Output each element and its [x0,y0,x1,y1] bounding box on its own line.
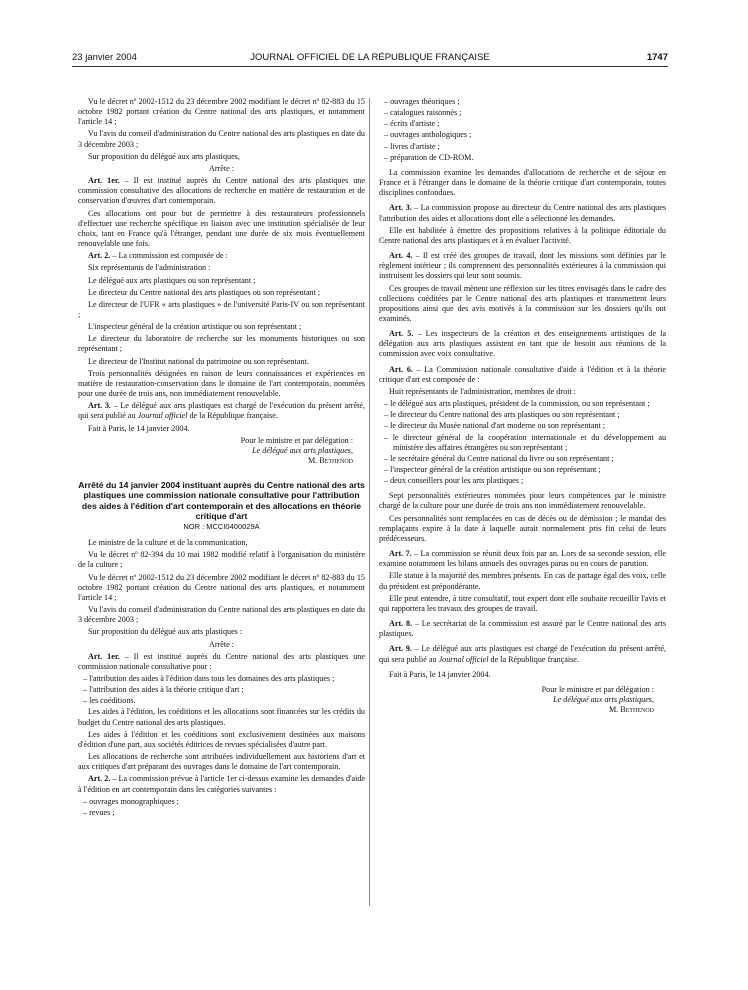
composition-line: Six représentants de l'administration : [88,263,211,273]
article-label: Art. 3. [389,203,412,213]
signature-role: Le délégué aux arts plastiques, [553,694,654,704]
article-label: Art. 5. [389,329,414,339]
list-item: – ouvrages monographiques ; [83,796,179,806]
body-paragraph: Ces groupes de travail mènent une réflexion sur les titres envisagés dans le cadre des collections coéditées par le Centre national des arts plastiques et transmettent leurs propositions ainsi que des avis motivés à la commission sur les dossiers qu'ils ont examinés. [379,283,666,323]
signature-name: M. Bethenod [307,456,353,465]
visa-paragraph: Le ministre de la culture et de la communication, [88,538,248,548]
article-paragraph: Art. 4. – Il est créé des groupes de travail, dont les missions sont définies par le règlement intérieur ; ils comprennent des personnalités extérieures à la commission qui instruisent les dossiers qui leur sont soumis. [379,251,666,281]
body-paragraph: La commission examine les demandes d'allocations de recherche et de séjour en France et à l'étranger dans le domaine de la théorie critique d'art contemporain, toutes disciplines confondues. [379,167,666,198]
article-label: Art. 7. [389,549,412,559]
member-item: – le directeur du Musée national d'art moderne ou son représentant ; [384,421,605,431]
visa-paragraph: Vu le décret nº 82-394 du 10 mai 1982 modifié relatif à l'organisation du ministère de la culture ; [78,550,365,570]
article-paragraph: Art. 7. – La commission se réunit deux fois par an. Lors de sa seconde session, elle examine notamment les bilans annuels des ouvrages parus ou en cours de parution. [379,549,666,569]
member-item: – le délégué aux arts plastiques, président de la commission, ou son représentant ; [384,399,650,409]
header-rule [72,66,668,67]
composition-line: Trois personnalités désignées en raison de leurs connaissances et expériences en matière de restauration-conservation dans le domaine de l'art contemporain, nommées pour une durée de trois ans, non immédiatement renouvelable. [78,368,365,399]
list-item: – l'attribution des aides à la théorie critique d'art ; [83,685,244,695]
article-label: Art. 2. [88,774,111,784]
arrete-label: Arrête : [208,639,235,649]
member-item: – le directeur du Centre national des arts plastiques ou son représentant ; [384,410,620,420]
list-item: – préparation de CD-ROM. [384,152,474,162]
article-paragraph: Art. 9. – Le délégué aux arts plastiques est chargé de l'exécution du présent arrêté, qui sera publié au Journal officiel de la République française. [379,644,666,664]
list-item: – écrits d'artiste ; [384,119,440,129]
article-label: Art. 8. [389,619,413,629]
column-divider [369,98,370,906]
article-label: Art. 1er. [88,176,120,186]
article-label: Art. 9. [389,644,412,654]
body-paragraph: Huit représentants de l'administration, membres de droit : [389,386,576,396]
article-paragraph: Art. 2. – La commission est composée de : [88,251,228,261]
article-paragraph: Art. 6. – La Commission nationale consultative d'aide à l'édition et à la théorie critique d'art est composée de : [379,364,666,384]
body-paragraph: Les aides à l'édition, les coéditions et les allocations sont financées sur les crédits du budget du Centre national des arts plastiques. [78,707,365,727]
page-number: 1747 [646,52,668,63]
body-paragraph: Les allocations de recherche sont attribuées individuellement aux historiens d'art et aux critiques d'art préparant des ouvrages dans le domaine de l'art contemporain. [78,752,365,772]
article-label: Art. 3. [88,401,111,411]
article-paragraph: Art. 2. – La commission prévue à l'article 1er ci-dessus examine les demandes d'aide à l'édition en art contemporain dans les catégories suivantes : [78,774,365,794]
article-paragraph: Art. 1er. – Il est institué auprès du Centre national des arts plastiques une commission nationale consultative pour : [78,651,365,671]
list-item: – ouvrages anthologiques ; [384,130,472,140]
article-paragraph: Art. 3. – La commission propose au directeur du Centre national des arts plastiques l'attribution des aides et allocations dont elle a sélectionné les demandes. [379,203,666,223]
body-paragraph: Ces personnalités sont remplacées en cas de décès ou de démission ; le mandat des remplaçants expire à la date à laquelle aurait normalement pris fin celui de leurs prédécesseurs. [379,513,666,543]
visa-paragraph: Vu l'avis du conseil d'administration du Centre national des arts plastiques en date du 3 décembre 2003 ; [78,605,365,625]
body-paragraph: Elle statue à la majorité des membres présents. En cas de partage égal des voix, celle du président est prépondérante. [379,571,666,591]
list-item: – les coéditions. [83,696,136,706]
signature-line: Pour le ministre et par délégation : [240,435,353,445]
body-paragraph: Ces allocations ont pour but de permettre à des restaurateurs professionnels d'effectuer une recherche spécifique en liaison avec une institution spécialisée de leur choix, tant en France qu'à l'étranger, pendant une durée de six mois éventuellement renouvelable une fois. [78,208,365,249]
article-paragraph: Art. 8. – Le secrétariat de la commission est assuré par le Centre national des arts plastiques. [379,619,666,639]
body-paragraph: Sept personnalités extérieures nommées pour leurs compétences par le ministre chargé de la culture pour une durée de trois ans non immédiatement renouvelable. [379,491,666,511]
page-header [72,52,668,66]
composition-line: Le directeur de l'Institut national du patrimoine ou son représentant. [88,356,309,366]
signature-line: Pour le ministre et par délégation : [541,684,654,694]
journal-reference: Journal officiel [438,654,489,664]
left-column [78,97,365,819]
header-date: 23 janvier 2004 [72,52,137,63]
signature-name: M. Bethenod [608,705,654,715]
list-item: – ouvrages théoriques ; [384,97,460,106]
article-paragraph: Art. 3. – Le délégué aux arts plastiques est chargé de l'exécution du présent arrêté, qui sera publié au Journal officiel de la République française. [78,401,365,421]
article-label: Art. 1er. [88,651,120,661]
fait-line: Fait à Paris, le 14 janvier 2004. [88,423,190,433]
list-item: – livres d'artiste ; [384,141,440,151]
list-item: – revues ; [83,807,115,817]
member-item: – le directeur général de la coopération internationale et du développement au ministère des affaires étrangères ou son représentant ; [384,432,666,452]
article-label: Art. 2. [88,251,111,261]
composition-line: L'inspecteur général de la création artistique ou son représentant ; [88,322,302,332]
composition-line: Le directeur de l'UFR « arts plastiques » de l'université Paris-IV ou son représentant ; [78,299,365,319]
list-item: – catalogues raisonnés ; [384,108,462,118]
journal-title: JOURNAL OFFICIEL DE LA RÉPUBLIQUE FRANÇAISE [250,52,490,63]
article-label: Art. 4. [389,251,413,261]
journal-reference: Journal officiel [137,411,188,421]
visa-paragraph: Vu l'avis du conseil d'administration du Centre national des arts plastiques en date du 3 décembre 2003 ; [78,129,365,149]
visa-paragraph: Vu le décret nº 2002-1512 du 23 décembre 2002 modifiant le décret nº 82-883 du 15 octobre 1982 portant création du Centre national des arts plastiques, et notamment l'article 14 ; [78,572,365,602]
article-paragraph: Art. 5. – Les inspecteurs de la création et des enseignements artistiques de la délégation aux arts plastiques assistent en tant que de besoin aux réunions de la commission avec voix consultative. [379,329,667,359]
article-label: Art. 6. [389,364,413,374]
composition-line: Le directeur du laboratoire de recherche sur les monuments historiques ou son représentant ; [78,334,365,354]
list-item: – l'attribution des aides à l'édition dans tous les domaines des arts plastiques ; [83,674,335,683]
nor-reference: NOR : MCCI0400029A [183,521,260,531]
composition-line: Le directeur du Centre national des arts plastiques ou son représentant ; [88,287,321,297]
composition-line: Le délégué aux arts plastiques ou son représentant ; [88,275,256,285]
body-paragraph: Elle est habilitée à émettre des propositions relatives à la politique éditoriale du Centre national des arts plastiques et à en évaluer l'activité. [379,225,666,245]
decree-heading: Arrêté du 14 janvier 2004 instituant auprès du Centre national des arts plastiques une commission nationale consultative pour l'attribution des aides à l'édition d'art contemporain et des allocations en théorie critique d'art [78,480,365,521]
article-paragraph: Art. 1er. – Il est institué auprès du Centre national des arts plastiques une commission consultative des allocations de recherche en matière de restauration et de conservation d'œuvres d'art contemporain. [78,176,365,206]
body-paragraph: Elle peut entendre, à titre consultatif, tout expert dont elle souhaite recueillir l'avis et qui rapportera les travaux des groupes de travail. [379,593,666,613]
fait-line: Fait à Paris, le 14 janvier 2004. [389,669,491,679]
body-paragraph: Les aides à l'édition et les coéditions sont exclusivement destinées aux maisons d'édition d'une part, aux sociétés éditrices de revues spécialisées d'autre part. [78,729,365,749]
visa-paragraph: Sur proposition du délégué aux arts plastiques : [88,627,243,637]
visa-paragraph: Vu le décret nº 2002-1512 du 23 décembre 2002 modifiant le décret nº 82-883 du 15 octobre 1982 portant création du Centre national des arts plastiques, et notamment l'article 14 ; [78,97,365,127]
signature-role: Le délégué aux arts plastiques, [252,445,353,455]
visa-paragraph: Sur proposition du délégué aux arts plastiques, [88,151,240,161]
right-column [379,97,666,715]
member-item: – l'inspecteur général de la création artistique ou son représentant ; [384,465,601,474]
arrete-label: Arrête : [208,163,235,173]
member-item: – le secrétaire général du Centre national du livre ou son représentant ; [384,453,614,463]
member-item: – deux conseillers pour les arts plastiques ; [384,476,524,486]
